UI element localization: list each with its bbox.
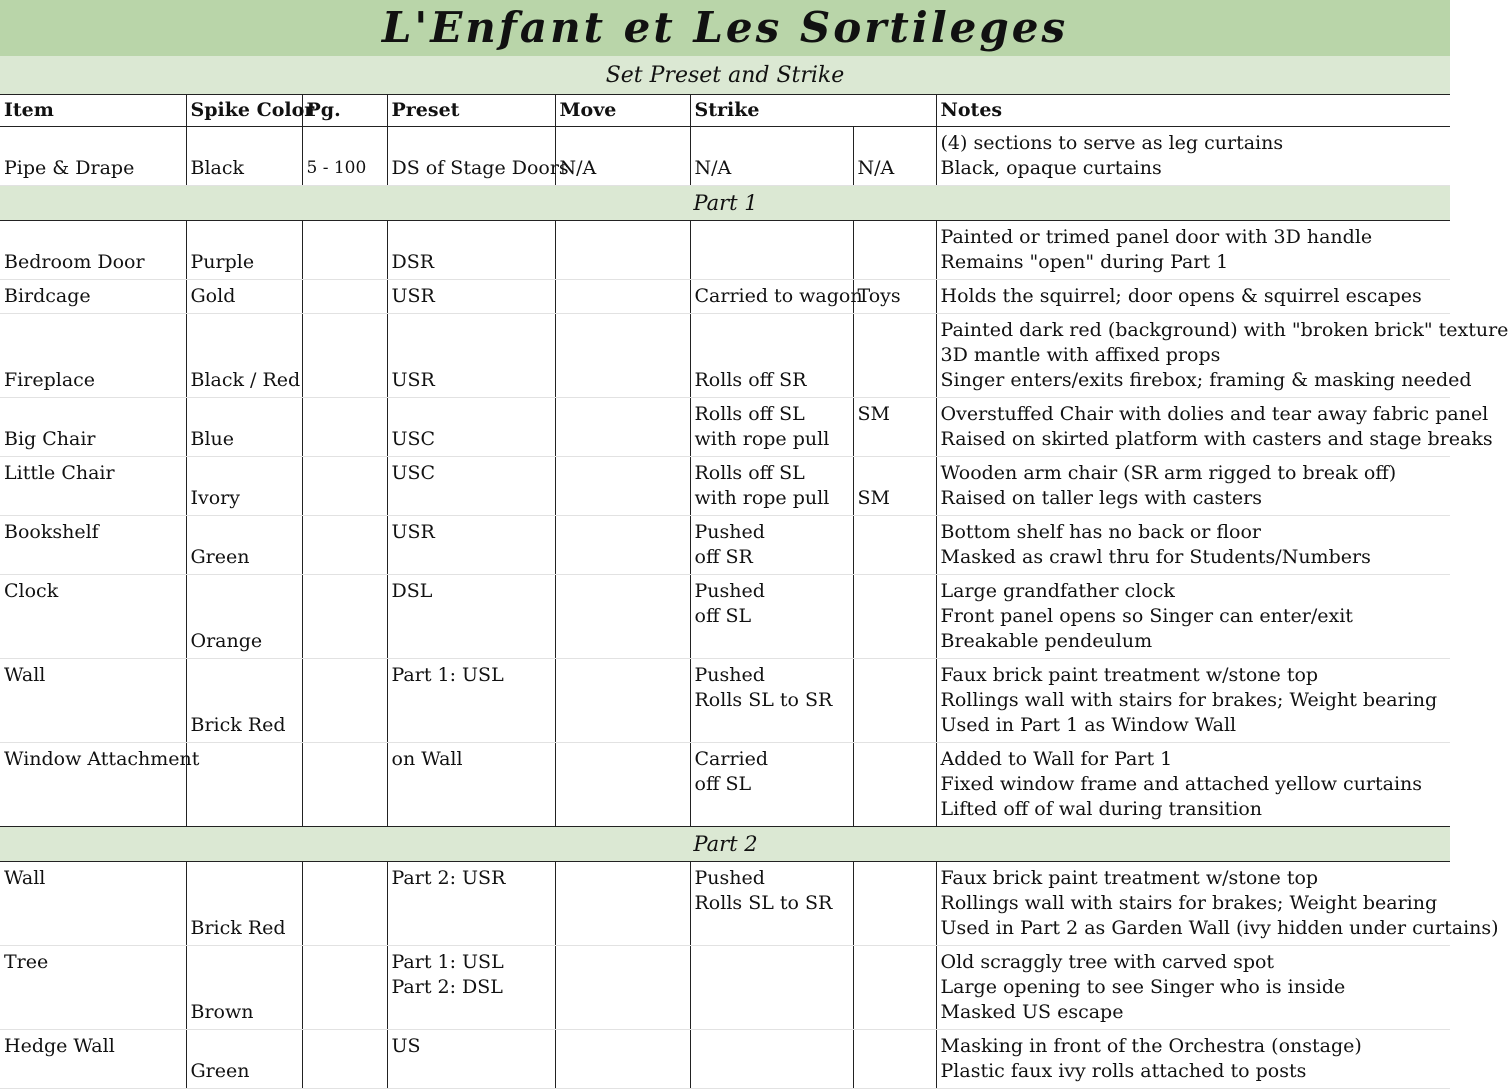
strike-destination-cell[interactable]: Toys xyxy=(853,280,936,314)
strike-cell[interactable]: Carried to wagon xyxy=(690,280,853,314)
preset-cell[interactable]: USR xyxy=(387,516,555,575)
strike-cell[interactable] xyxy=(690,221,853,280)
preset-cell[interactable]: USR xyxy=(387,280,555,314)
note-line: Front panel opens so Singer can enter/exit xyxy=(940,605,1353,627)
section-part-1 xyxy=(0,186,1450,221)
note-line: Holds the squirrel; door opens & squirrel escapes xyxy=(940,285,1422,307)
note-line: Bottom shelf has no back or floor xyxy=(940,521,1262,543)
preset-cell[interactable]: DSR xyxy=(387,221,555,280)
note-line: Wooden arm chair (SR arm rigged to break off) xyxy=(940,462,1397,484)
strike-line: with rope pull xyxy=(694,487,830,509)
move-cell[interactable] xyxy=(555,743,690,827)
preset-strike-table xyxy=(0,95,1508,1089)
note-line: Painted dark red (background) with "broken brick" texture xyxy=(940,319,1508,341)
strike-destination-cell[interactable] xyxy=(853,659,936,743)
spike-color-cell[interactable]: Gold xyxy=(186,280,302,314)
item-cell[interactable]: Wall xyxy=(0,659,186,743)
note-line: Overstuffed Chair with dolies and tear away fabric panel xyxy=(940,403,1489,425)
strike-cell[interactable] xyxy=(690,398,853,457)
note-line: Used in Part 1 as Window Wall xyxy=(940,714,1237,736)
header-item[interactable]: Item xyxy=(0,95,186,127)
move-cell[interactable] xyxy=(555,659,690,743)
header-row xyxy=(0,95,1450,127)
move-cell[interactable] xyxy=(555,516,690,575)
notes-cell[interactable] xyxy=(936,946,1450,1030)
item-cell[interactable]: Birdcage xyxy=(0,280,186,314)
table-row xyxy=(0,127,1450,186)
strike-destination-cell[interactable] xyxy=(853,946,936,1030)
table-row xyxy=(0,398,1450,457)
strike-line: Carried xyxy=(694,748,769,770)
note-line: Used in Part 2 as Garden Wall (ivy hidden under curtains) xyxy=(940,917,1499,939)
table-row xyxy=(0,862,1450,946)
note-line: Faux brick paint treatment w/stone top xyxy=(940,867,1319,889)
spike-color-cell[interactable]: Blue xyxy=(186,398,302,457)
notes-cell[interactable] xyxy=(936,221,1450,280)
spike-color-cell[interactable]: Purple xyxy=(186,221,302,280)
note-line: Old scraggly tree with carved spot xyxy=(940,951,1275,973)
notes-cell[interactable] xyxy=(936,862,1499,946)
item-cell[interactable]: Hedge Wall xyxy=(0,1030,186,1089)
strike-line: off SL xyxy=(694,605,752,627)
note-line: Faux brick paint treatment w/stone top xyxy=(940,664,1319,686)
strike-cell[interactable] xyxy=(690,946,853,1030)
page-cell[interactable] xyxy=(302,659,387,743)
preset-line: Part 2: DSL xyxy=(391,976,503,998)
table-row xyxy=(0,946,1450,1030)
item-cell[interactable]: Window Attachment xyxy=(0,743,186,827)
item-cell[interactable]: Bookshelf xyxy=(0,516,186,575)
strike-line: Rolls off SL xyxy=(694,403,805,425)
strike-cell[interactable]: N/A xyxy=(690,127,853,186)
strike-destination-cell[interactable] xyxy=(853,575,936,659)
preset-cell[interactable]: USC xyxy=(387,457,555,516)
page-cell[interactable] xyxy=(302,743,387,827)
table-row xyxy=(0,1030,1450,1089)
strike-line: Rolls off SL xyxy=(694,462,805,484)
page-cell[interactable] xyxy=(302,457,387,516)
note-line: Lifted off of wal during transition xyxy=(940,798,1263,820)
strike-destination-cell[interactable] xyxy=(853,314,936,398)
section-label: Part 2 xyxy=(0,827,1450,862)
move-cell[interactable] xyxy=(555,280,690,314)
strike-cell[interactable] xyxy=(690,516,853,575)
spike-color-cell[interactable]: Ivory xyxy=(186,457,302,516)
notes-cell[interactable] xyxy=(936,1030,1450,1089)
page-cell[interactable] xyxy=(302,221,387,280)
note-line: Painted or trimed panel door with 3D handle xyxy=(940,226,1373,248)
note-line: 3D mantle with affixed props xyxy=(940,344,1221,366)
item-cell[interactable]: Clock xyxy=(0,575,186,659)
preset-cell[interactable]: USR xyxy=(387,314,555,398)
note-line: Raised on taller legs with casters xyxy=(940,487,1263,509)
preset-line: Part 1: USL xyxy=(391,951,504,973)
note-line: Singer enters/exits firebox; framing & masking needed xyxy=(940,369,1472,391)
table-row xyxy=(0,743,1450,827)
spike-color-cell[interactable]: Brick Red xyxy=(186,862,302,946)
strike-line: Rolls SL to SR xyxy=(694,892,833,914)
title-bar xyxy=(0,0,1450,56)
strike-destination-cell[interactable]: SM xyxy=(853,457,936,516)
strike-line: Pushed xyxy=(694,521,765,543)
strike-line: off SR xyxy=(694,546,753,568)
note-line: Rollings wall with stairs for brakes; Weight bearing xyxy=(940,689,1438,711)
preset-cell[interactable] xyxy=(387,946,555,1030)
page-cell[interactable] xyxy=(302,1030,387,1089)
note-line: Breakable pendeulum xyxy=(940,630,1153,652)
strike-cell[interactable] xyxy=(690,743,853,827)
strike-cell[interactable] xyxy=(690,575,853,659)
spike-color-cell[interactable]: Black / Red xyxy=(186,314,302,398)
section-part-2 xyxy=(0,827,1450,862)
notes-cell[interactable] xyxy=(936,575,1450,659)
strike-line: Pushed xyxy=(694,580,765,602)
move-cell[interactable] xyxy=(555,457,690,516)
strike-line: Rolls SL to SR xyxy=(694,689,833,711)
strike-destination-cell[interactable] xyxy=(853,221,936,280)
spike-color-cell[interactable]: Brown xyxy=(186,946,302,1030)
strike-line: with rope pull xyxy=(694,428,830,450)
move-cell[interactable] xyxy=(555,862,690,946)
header-strike[interactable]: Strike xyxy=(690,95,936,127)
move-cell[interactable] xyxy=(555,398,690,457)
page-cell[interactable] xyxy=(302,946,387,1030)
move-cell[interactable] xyxy=(555,946,690,1030)
move-cell[interactable] xyxy=(555,1030,690,1089)
note-line: Large opening to see Singer who is inside xyxy=(940,976,1346,998)
note-line: Fixed window frame and attached yellow curtains xyxy=(940,773,1423,795)
table-row xyxy=(0,457,1450,516)
move-cell[interactable]: N/A xyxy=(555,127,690,186)
notes-cell[interactable] xyxy=(936,127,1450,186)
note-line: Masked US escape xyxy=(940,1001,1124,1023)
item-cell[interactable]: Pipe & Drape xyxy=(0,127,186,186)
header-move[interactable]: Move xyxy=(555,95,690,127)
table-row xyxy=(0,659,1450,743)
page-cell[interactable] xyxy=(302,516,387,575)
item-cell[interactable]: Fireplace xyxy=(0,314,186,398)
strike-destination-cell[interactable]: SM xyxy=(853,398,936,457)
note-line: Black, opaque curtains xyxy=(940,157,1162,179)
note-line: Added to Wall for Part 1 xyxy=(940,748,1173,770)
spike-color-cell[interactable]: Black xyxy=(186,127,302,186)
item-cell[interactable]: Little Chair xyxy=(0,457,186,516)
preset-cell[interactable]: DSL xyxy=(387,575,555,659)
preset-cell[interactable]: Part 1: USL xyxy=(387,659,555,743)
notes-cell[interactable] xyxy=(936,516,1450,575)
preset-cell[interactable]: on Wall xyxy=(387,743,555,827)
table-row xyxy=(0,516,1450,575)
strike-line: Pushed xyxy=(694,664,765,686)
item-cell[interactable]: Tree xyxy=(0,946,186,1030)
header-spike-color[interactable]: Spike Color xyxy=(186,95,302,127)
page-cell[interactable]: 5 - 100 xyxy=(302,127,387,186)
strike-line: Pushed xyxy=(694,867,765,889)
page-cell[interactable] xyxy=(302,280,387,314)
spike-color-cell[interactable]: Green xyxy=(186,1030,302,1089)
notes-cell[interactable] xyxy=(936,314,1508,398)
spike-color-cell[interactable]: Orange xyxy=(186,575,302,659)
spike-color-cell[interactable] xyxy=(186,743,302,827)
strike-destination-cell[interactable] xyxy=(853,862,936,946)
strike-line: off SL xyxy=(694,773,752,795)
spike-color-cell[interactable]: Green xyxy=(186,516,302,575)
strike-destination-cell[interactable] xyxy=(853,743,936,827)
note-line: (4) sections to serve as leg curtains xyxy=(940,132,1284,154)
section-label: Part 1 xyxy=(0,186,1450,221)
notes-cell[interactable] xyxy=(936,743,1450,827)
strike-cell[interactable]: Rolls off SR xyxy=(690,314,853,398)
page-subtitle: Set Preset and Strike xyxy=(605,62,845,88)
notes-cell[interactable] xyxy=(936,280,1450,314)
strike-cell[interactable] xyxy=(690,1030,853,1089)
note-line: Plastic faux ivy rolls attached to posts xyxy=(940,1060,1307,1082)
notes-cell[interactable] xyxy=(936,398,1493,457)
table-row xyxy=(0,575,1450,659)
page-cell[interactable] xyxy=(302,314,387,398)
move-cell[interactable] xyxy=(555,221,690,280)
preset-cell[interactable]: US xyxy=(387,1030,555,1089)
header-page[interactable]: Pg. xyxy=(302,95,387,127)
notes-cell[interactable] xyxy=(936,659,1450,743)
spike-color-cell[interactable]: Brick Red xyxy=(186,659,302,743)
note-line: Masked as crawl thru for Students/Numbers xyxy=(940,546,1371,568)
item-cell[interactable]: Bedroom Door xyxy=(0,221,186,280)
page-title: L'Enfant et Les Sortileges xyxy=(381,3,1069,52)
preset-cell[interactable]: USC xyxy=(387,398,555,457)
strike-destination-cell[interactable] xyxy=(853,1030,936,1089)
note-line: Rollings wall with stairs for brakes; Weight bearing xyxy=(940,892,1438,914)
page-cell[interactable] xyxy=(302,862,387,946)
item-cell[interactable]: Big Chair xyxy=(0,398,186,457)
item-cell[interactable]: Wall xyxy=(0,862,186,946)
strike-destination-cell[interactable] xyxy=(853,516,936,575)
strike-cell[interactable] xyxy=(690,457,853,516)
note-line: Raised on skirted platform with casters and stage breaks xyxy=(940,428,1493,450)
move-cell[interactable] xyxy=(555,314,690,398)
move-cell[interactable] xyxy=(555,575,690,659)
note-line: Remains "open" during Part 1 xyxy=(940,251,1229,273)
table-row xyxy=(0,221,1450,280)
notes-cell[interactable] xyxy=(936,457,1450,516)
table-row xyxy=(0,280,1450,314)
preset-cell[interactable]: DS of Stage Doors xyxy=(387,127,555,186)
strike-destination-cell[interactable]: N/A xyxy=(853,127,936,186)
table-row xyxy=(0,314,1450,398)
page-cell[interactable] xyxy=(302,398,387,457)
page-cell[interactable] xyxy=(302,575,387,659)
subtitle-bar xyxy=(0,56,1450,95)
header-notes[interactable]: Notes xyxy=(936,95,1450,127)
preset-cell[interactable]: Part 2: USR xyxy=(387,862,555,946)
strike-cell[interactable] xyxy=(690,862,853,946)
strike-cell[interactable] xyxy=(690,659,853,743)
note-line: Masking in front of the Orchestra (onstage) xyxy=(940,1035,1362,1057)
note-line: Large grandfather clock xyxy=(940,580,1175,602)
header-preset[interactable]: Preset xyxy=(387,95,555,127)
